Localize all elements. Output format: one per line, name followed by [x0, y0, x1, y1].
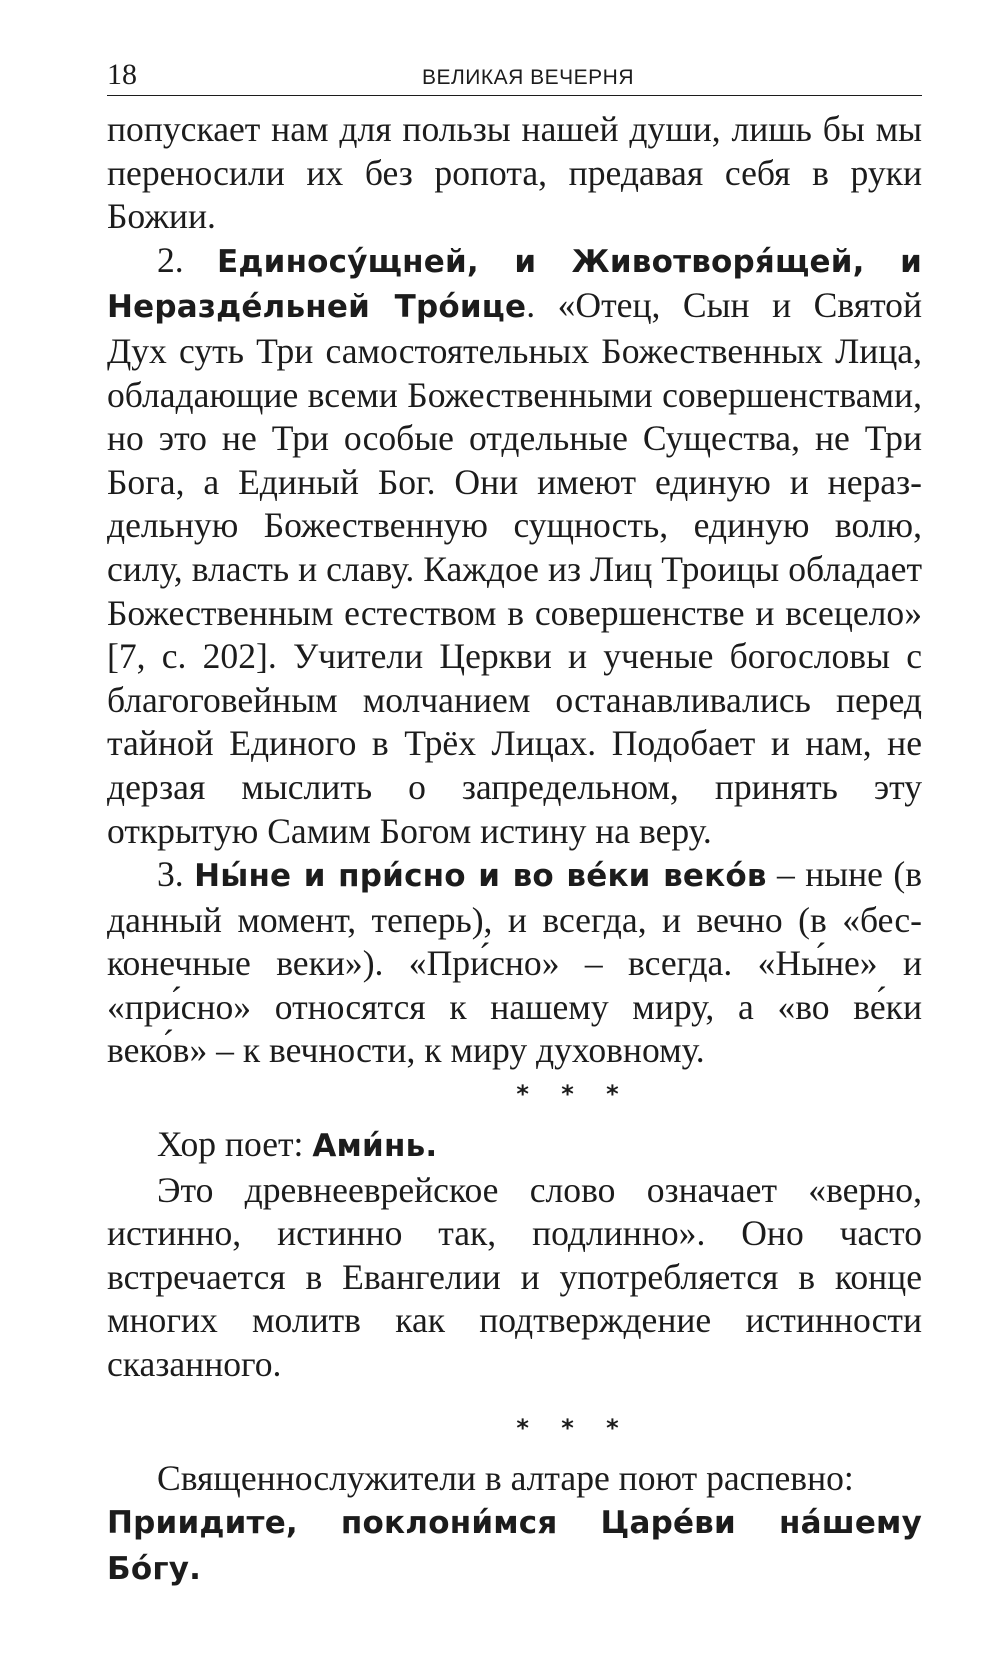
page-body	[107, 108, 922, 1591]
page-header	[107, 55, 922, 96]
section-separator: * * *	[516, 1080, 631, 1109]
book-page	[107, 55, 922, 1591]
bold-term-amen: Ами́нь.	[312, 1128, 438, 1165]
choir-line	[107, 1123, 922, 1169]
paragraph-text: – ныне (в данный момент, теперь), и всегда, и вечно (в «бесконечные веки»). «При́сно» – всегда. «Ны́не» и «при́сно» относятся к нашему миру, а «во ве́ки веко́в» – к вечности, к миру духовному.	[107, 854, 922, 1071]
choir-label: Хор поет:	[157, 1124, 313, 1165]
bold-hymn-text: Приидите, поклони́мся Царе́ви на́шему Бо́гу.	[107, 1505, 922, 1587]
page-number: 18	[107, 58, 137, 91]
paragraph-now-and-ever	[107, 853, 922, 1073]
paragraph-clergy: Священнослужители в алтаре поют распевно:	[157, 1457, 854, 1498]
paragraph-amen: Это древнееврейское слово означает «верно, истинно, истинно так, подлинно». Оно часто встречается в Евангелии и употребляется в конце многих молитв как подтверждение истинности сказанного.	[107, 1169, 922, 1385]
running-title: ВЕЛИКАЯ ВЕЧЕРНЯ	[422, 66, 634, 89]
item-number: 3.	[157, 854, 195, 895]
paragraph-trinity	[107, 239, 922, 853]
paragraph-continuation: попускает нам для пользы нашей души, лишь бы мы переносили их без ропота, предавая себя в руки Божии.	[107, 109, 922, 237]
hymn-line	[107, 1500, 922, 1591]
section-separator: * * *	[516, 1413, 631, 1442]
bold-term-now-and-ever: Ны́не и при́сно и во ве́ки веко́в	[194, 858, 767, 895]
paragraph-text: . «Отец, Сын и Святой Дух суть Три самостоятельных Божественных Лица, обладающие всеми Божественными совершенствами, но это не Три особые отдельные Существа, не Три Бога, а Единый Бог. Они имеют единую и нераздельную Божественную сущность, единую волю, силу, власть и славу. Каждое из Лиц Троицы обладает Божественным естеством в совершенстве и всецело» [7, с. 202]. Учители Церкви и ученые богословы с благоговейным молчанием останавливались перед тайной Единого в Трёх Лицах. Подобает и нам, не дерзая мыслить о запредельном, принять эту открытую Самим Богом истину на веру.	[107, 285, 922, 851]
bold-term-trinity: Единосу́щней, и Животворя́щей, и Неразде́льней Тро́ице	[107, 243, 922, 326]
item-number: 2.	[157, 239, 218, 280]
